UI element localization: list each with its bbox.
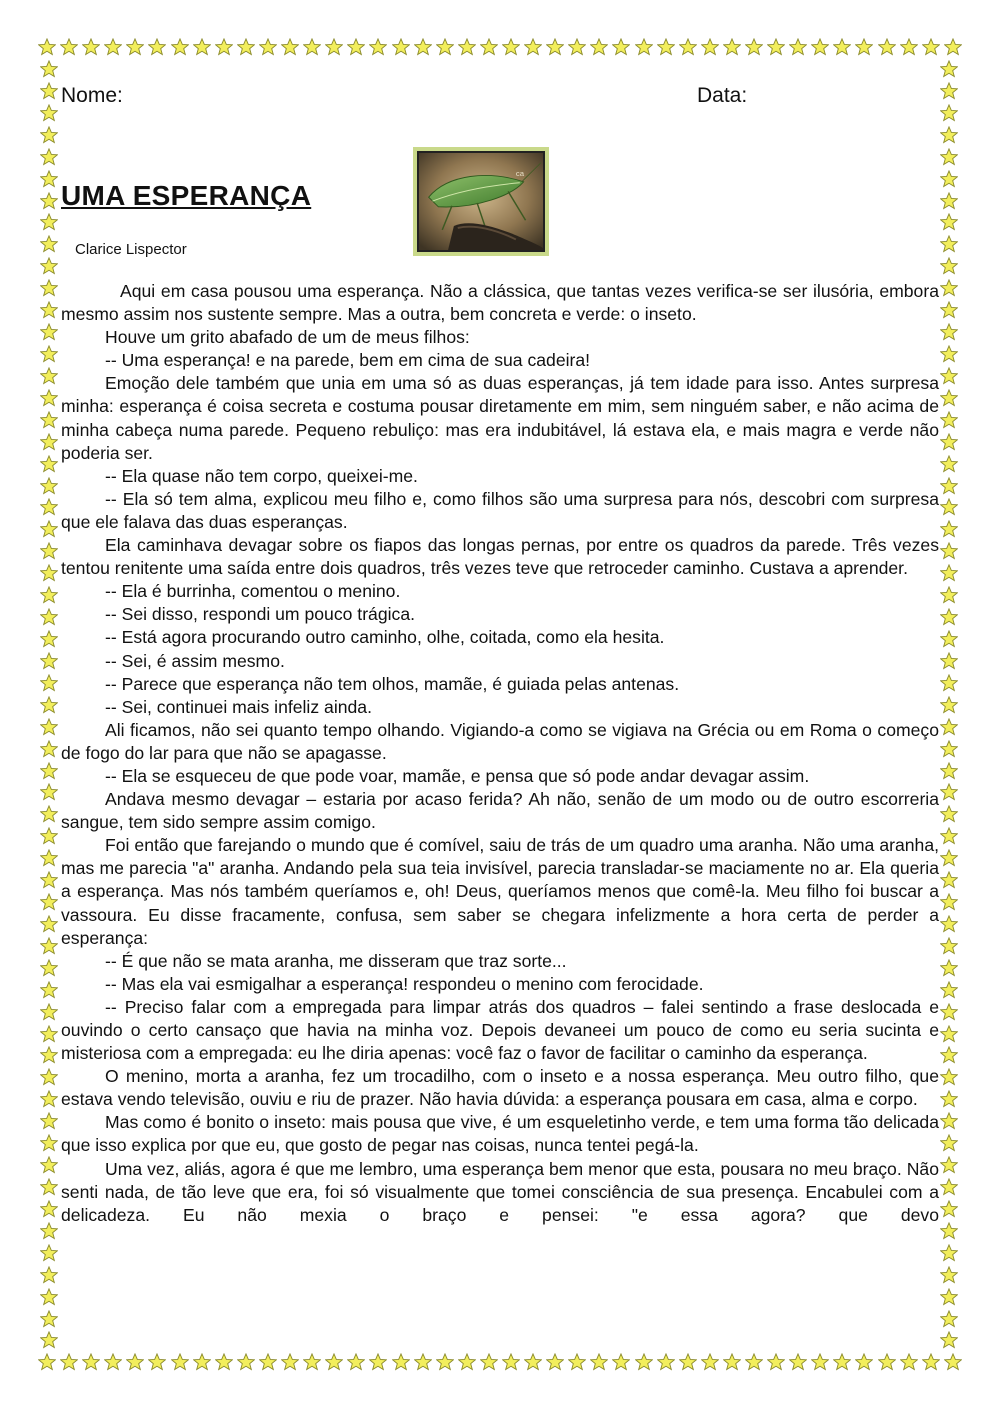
star-icon bbox=[38, 38, 56, 56]
star-icon bbox=[833, 1353, 851, 1371]
story-paragraph: Emoção dele também que unia em uma só as duas esperanças, já tem idade para isso. Antes surpresa minha: esperança é coisa secreta e costuma pousar diretamente em mim, sem ninguém saber, e não acima de minha cabeça numa parede. Pequeno rebuliço: mas era indubitável, lá estava ela, e mais magra e verde não poderia ser. bbox=[61, 373, 939, 463]
star-icon bbox=[679, 38, 697, 56]
star-icon bbox=[303, 38, 321, 56]
star-icon bbox=[940, 1266, 958, 1284]
star-icon bbox=[40, 586, 58, 604]
star-icon bbox=[436, 38, 454, 56]
star-icon bbox=[436, 1353, 454, 1371]
star-border-bottom bbox=[38, 1353, 962, 1375]
star-icon bbox=[940, 367, 958, 385]
star-icon bbox=[171, 38, 189, 56]
star-icon bbox=[590, 38, 608, 56]
star-icon bbox=[940, 915, 958, 933]
star-icon bbox=[458, 1353, 476, 1371]
star-icon bbox=[940, 827, 958, 845]
star-icon bbox=[303, 1353, 321, 1371]
story-paragraph: -- Ela só tem alma, explicou meu filho e, como filhos são uma surpresa para nós, descobri com surpresa que ele falava das duas esperanças. bbox=[61, 488, 939, 532]
star-icon bbox=[40, 849, 58, 867]
star-icon bbox=[546, 38, 564, 56]
star-icon bbox=[40, 148, 58, 166]
story-paragraph: Houve um grito abafado de um de meus filhos: bbox=[105, 327, 470, 348]
story-paragraph: Aqui em casa pousou uma esperança. Não a clássica, que tantas vezes verifica-se ser ilusória, embora mesmo assim nos sustente sempre. Mas a outra, bem concreta e verde: o inseto. bbox=[61, 281, 939, 325]
star-icon bbox=[811, 38, 829, 56]
star-icon bbox=[940, 455, 958, 473]
star-icon bbox=[171, 1353, 189, 1371]
star-icon bbox=[940, 1244, 958, 1262]
author-name: Clarice Lispector bbox=[75, 241, 187, 258]
story-paragraph: -- Parece que esperança não tem olhos, mamãe, é guiada pelas antenas. bbox=[105, 673, 680, 694]
star-icon bbox=[369, 38, 387, 56]
story-paragraph: Andava mesmo devagar – estaria por acaso ferida? Ah não, senão de um modo ou de outro escorreria sangue, tem sido sempre assim comigo. bbox=[61, 789, 939, 833]
star-icon bbox=[940, 1200, 958, 1218]
star-icon bbox=[940, 498, 958, 516]
star-icon bbox=[40, 1178, 58, 1196]
star-icon bbox=[940, 1025, 958, 1043]
story-paragraph: Mas como é bonito o inseto: mais pousa que vive, é um esqueletinho verde, e tem uma forma tão delicada que isso explica por que eu, que gosto de pegar nas coisas, nunca tentei pegá-la. bbox=[61, 1112, 939, 1156]
star-icon bbox=[215, 38, 233, 56]
star-icon bbox=[940, 1003, 958, 1021]
star-icon bbox=[940, 257, 958, 275]
star-border-right bbox=[940, 60, 962, 1350]
star-icon bbox=[40, 1090, 58, 1108]
star-icon bbox=[40, 871, 58, 889]
star-icon bbox=[502, 38, 520, 56]
star-icon bbox=[60, 38, 78, 56]
star-icon bbox=[940, 301, 958, 319]
photo-watermark: ca bbox=[515, 169, 525, 179]
star-icon bbox=[40, 126, 58, 144]
story-paragraph: Uma vez, aliás, agora é que me lembro, uma esperança bem menor que esta, pousara no meu braço. Não senti nada, de tão leve que era, foi só visualmente que tomei consciência de sua presença. Encabulei com a delicadeza. Eu não mexia o braço e pensei: "e essa agora? que devo bbox=[61, 1158, 939, 1225]
star-icon bbox=[392, 1353, 410, 1371]
star-icon bbox=[40, 915, 58, 933]
star-icon bbox=[833, 38, 851, 56]
star-icon bbox=[40, 455, 58, 473]
star-icon bbox=[940, 674, 958, 692]
star-icon bbox=[40, 323, 58, 341]
star-icon bbox=[40, 213, 58, 231]
star-icon bbox=[940, 805, 958, 823]
star-icon bbox=[940, 345, 958, 363]
star-icon bbox=[40, 1310, 58, 1328]
star-icon bbox=[789, 1353, 807, 1371]
star-icon bbox=[940, 477, 958, 495]
star-icon bbox=[940, 1288, 958, 1306]
star-icon bbox=[82, 38, 100, 56]
star-icon bbox=[940, 564, 958, 582]
star-icon bbox=[940, 871, 958, 889]
star-icon bbox=[940, 1331, 958, 1349]
star-icon bbox=[40, 1068, 58, 1086]
star-icon bbox=[40, 1046, 58, 1064]
story-paragraph: -- Ela se esqueceu de que pode voar, mamãe, e pensa que só pode andar devagar assim. bbox=[105, 765, 810, 786]
star-icon bbox=[40, 805, 58, 823]
star-icon bbox=[325, 1353, 343, 1371]
star-border-left bbox=[40, 60, 62, 1350]
star-icon bbox=[40, 1244, 58, 1262]
star-icon bbox=[414, 38, 432, 56]
star-icon bbox=[940, 1310, 958, 1328]
star-icon bbox=[940, 608, 958, 626]
star-icon bbox=[40, 279, 58, 297]
star-icon bbox=[281, 1353, 299, 1371]
star-icon bbox=[40, 235, 58, 253]
star-icon bbox=[104, 38, 122, 56]
story-paragraph: -- Ela quase não tem corpo, queixei-me. bbox=[105, 465, 418, 486]
star-icon bbox=[900, 38, 918, 56]
star-icon bbox=[811, 1353, 829, 1371]
star-icon bbox=[940, 1068, 958, 1086]
story-title: UMA ESPERANÇA bbox=[61, 180, 312, 211]
star-icon bbox=[126, 1353, 144, 1371]
star-icon bbox=[40, 301, 58, 319]
star-icon bbox=[40, 762, 58, 780]
star-icon bbox=[40, 477, 58, 495]
star-icon bbox=[502, 1353, 520, 1371]
star-icon bbox=[126, 38, 144, 56]
star-icon bbox=[568, 1353, 586, 1371]
star-icon bbox=[940, 148, 958, 166]
star-icon bbox=[940, 740, 958, 758]
star-icon bbox=[40, 1003, 58, 1021]
star-icon bbox=[40, 498, 58, 516]
star-icon bbox=[940, 170, 958, 188]
story-paragraph: -- Sei, é assim mesmo. bbox=[105, 650, 285, 671]
star-icon bbox=[940, 192, 958, 210]
story-paragraph: -- Está agora procurando outro caminho, olhe, coitada, como ela hesita. bbox=[105, 627, 665, 648]
star-icon bbox=[940, 630, 958, 648]
star-icon bbox=[940, 783, 958, 801]
star-icon bbox=[60, 1353, 78, 1371]
star-icon bbox=[40, 827, 58, 845]
star-icon bbox=[940, 937, 958, 955]
star-icon bbox=[940, 586, 958, 604]
star-icon bbox=[767, 1353, 785, 1371]
star-icon bbox=[940, 1112, 958, 1130]
star-icon bbox=[900, 1353, 918, 1371]
star-icon bbox=[40, 1288, 58, 1306]
star-icon bbox=[940, 213, 958, 231]
star-icon bbox=[855, 1353, 873, 1371]
star-icon bbox=[940, 235, 958, 253]
star-icon bbox=[940, 696, 958, 714]
star-icon bbox=[940, 1222, 958, 1240]
star-icon bbox=[940, 652, 958, 670]
star-icon bbox=[40, 1025, 58, 1043]
star-border-top bbox=[38, 38, 962, 60]
date-label: Data: bbox=[697, 84, 748, 107]
star-icon bbox=[940, 389, 958, 407]
star-icon bbox=[40, 60, 58, 78]
star-icon bbox=[40, 564, 58, 582]
star-icon bbox=[40, 345, 58, 363]
star-icon bbox=[40, 1156, 58, 1174]
star-icon bbox=[40, 981, 58, 999]
story-paragraph: -- Sei disso, respondi um pouco trágica. bbox=[105, 604, 415, 625]
story-paragraph: -- Sei, continuei mais infeliz ainda. bbox=[105, 696, 372, 717]
star-icon bbox=[40, 652, 58, 670]
star-icon bbox=[148, 1353, 166, 1371]
star-icon bbox=[940, 1156, 958, 1174]
star-icon bbox=[40, 1112, 58, 1130]
star-icon bbox=[40, 674, 58, 692]
star-icon bbox=[40, 1266, 58, 1284]
star-icon bbox=[40, 1134, 58, 1152]
star-icon bbox=[940, 718, 958, 736]
star-icon bbox=[940, 762, 958, 780]
star-icon bbox=[40, 608, 58, 626]
star-icon bbox=[40, 82, 58, 100]
star-icon bbox=[745, 1353, 763, 1371]
star-icon bbox=[40, 740, 58, 758]
star-icon bbox=[940, 279, 958, 297]
story-paragraph: -- Ela é burrinha, comentou o menino. bbox=[105, 581, 401, 602]
star-icon bbox=[40, 104, 58, 122]
star-icon bbox=[940, 520, 958, 538]
star-icon bbox=[944, 1353, 962, 1371]
star-icon bbox=[40, 937, 58, 955]
star-icon bbox=[281, 38, 299, 56]
star-icon bbox=[878, 38, 896, 56]
star-icon bbox=[193, 38, 211, 56]
star-icon bbox=[679, 1353, 697, 1371]
star-icon bbox=[40, 170, 58, 188]
star-icon bbox=[944, 38, 962, 56]
star-icon bbox=[524, 1353, 542, 1371]
star-icon bbox=[723, 1353, 741, 1371]
star-icon bbox=[940, 60, 958, 78]
star-icon bbox=[40, 1331, 58, 1349]
star-icon bbox=[40, 696, 58, 714]
star-icon bbox=[40, 718, 58, 736]
star-icon bbox=[458, 38, 476, 56]
star-icon bbox=[40, 367, 58, 385]
star-icon bbox=[657, 38, 675, 56]
star-icon bbox=[940, 981, 958, 999]
star-icon bbox=[940, 104, 958, 122]
star-icon bbox=[40, 257, 58, 275]
star-icon bbox=[480, 38, 498, 56]
star-icon bbox=[40, 959, 58, 977]
star-icon bbox=[940, 411, 958, 429]
star-icon bbox=[940, 1090, 958, 1108]
star-icon bbox=[940, 82, 958, 100]
star-icon bbox=[590, 1353, 608, 1371]
star-icon bbox=[40, 389, 58, 407]
star-icon bbox=[215, 1353, 233, 1371]
star-icon bbox=[657, 1353, 675, 1371]
star-icon bbox=[325, 38, 343, 56]
star-icon bbox=[612, 38, 630, 56]
story-paragraph: Foi então que farejando o mundo que é comível, saiu de trás de um quadro uma aranha. Não uma aranha, mas me parecia "a" aranha. Andando pela sua teia invisível, parecia transladar-se maciamente no ar. Ela queria a esperança. Mas nós também queríamos e, oh! Deus, queríamos menos que comê-la. Meu filho foi buscar a vassoura. Eu disse fracamente, confusa, sem saber se chegara infelizmente a hora certa de perder a esperança: bbox=[61, 835, 939, 948]
star-icon bbox=[392, 38, 410, 56]
star-icon bbox=[745, 38, 763, 56]
star-icon bbox=[237, 1353, 255, 1371]
star-icon bbox=[940, 542, 958, 560]
star-icon bbox=[259, 38, 277, 56]
story-paragraph: -- Uma esperança! e na parede, bem em cima de sua cadeira! bbox=[105, 350, 591, 371]
story-paragraph: -- É que não se mata aranha, me disseram que traz sorte... bbox=[105, 950, 567, 971]
star-icon bbox=[40, 1200, 58, 1218]
star-icon bbox=[40, 630, 58, 648]
star-icon bbox=[414, 1353, 432, 1371]
star-icon bbox=[38, 1353, 56, 1371]
star-icon bbox=[40, 893, 58, 911]
star-icon bbox=[701, 1353, 719, 1371]
story-paragraph: -- Preciso falar com a empregada para limpar atrás dos quadros – falei sentindo a frase deslocada e ouvindo o certo cansaço que havia na minha voz. Depois devaneei um pouco de como eu seria sucinta e misteriosa com a empregada: eu lhe diria apenas: você faz o favor de facilitar o caminho da esperança. bbox=[61, 996, 939, 1064]
star-icon bbox=[40, 1222, 58, 1240]
star-icon bbox=[922, 38, 940, 56]
star-icon bbox=[193, 1353, 211, 1371]
star-icon bbox=[347, 1353, 365, 1371]
star-icon bbox=[701, 38, 719, 56]
star-icon bbox=[767, 38, 785, 56]
story-paragraph: Ela caminhava devagar sobre os fiapos das longas pernas, por entre os quadros da parede. Três vezes tentou renitente uma saída entre dois quadros, três vezes teve que retroceder caminho. Custava a aprender. bbox=[61, 535, 939, 579]
star-icon bbox=[723, 38, 741, 56]
story-paragraph: O menino, morta a aranha, fez um trocadilho, com o inseto e a nossa esperança. Meu outro filho, que estava vendo televisão, ouviu e riu de prazer. Não havia dúvida: a esperança pousara em casa, alma e corpo. bbox=[61, 1066, 939, 1110]
star-icon bbox=[940, 959, 958, 977]
star-icon bbox=[940, 893, 958, 911]
star-icon bbox=[635, 1353, 653, 1371]
star-icon bbox=[940, 126, 958, 144]
star-icon bbox=[940, 323, 958, 341]
star-icon bbox=[635, 38, 653, 56]
star-icon bbox=[40, 192, 58, 210]
star-icon bbox=[940, 1134, 958, 1152]
star-icon bbox=[259, 1353, 277, 1371]
star-icon bbox=[40, 433, 58, 451]
story-paragraph: -- Mas ela vai esmigalhar a esperança! respondeu o menino com ferocidade. bbox=[105, 973, 704, 994]
star-icon bbox=[480, 1353, 498, 1371]
star-icon bbox=[82, 1353, 100, 1371]
star-icon bbox=[940, 849, 958, 867]
star-icon bbox=[40, 520, 58, 538]
katydid-insect-photo bbox=[413, 147, 549, 256]
star-icon bbox=[789, 38, 807, 56]
name-label: Nome: bbox=[61, 84, 123, 107]
star-icon bbox=[568, 38, 586, 56]
star-icon bbox=[148, 38, 166, 56]
star-icon bbox=[612, 1353, 630, 1371]
star-icon bbox=[369, 1353, 387, 1371]
star-icon bbox=[940, 1178, 958, 1196]
star-icon bbox=[40, 783, 58, 801]
star-icon bbox=[546, 1353, 564, 1371]
star-icon bbox=[40, 542, 58, 560]
star-icon bbox=[104, 1353, 122, 1371]
story-paragraph: Ali ficamos, não sei quanto tempo olhando. Vigiando-a como se vigiava na Grécia ou em Roma o começo de fogo do lar para que não se apagasse. bbox=[61, 719, 939, 763]
star-icon bbox=[524, 38, 542, 56]
star-icon bbox=[940, 433, 958, 451]
star-icon bbox=[940, 1046, 958, 1064]
star-icon bbox=[40, 411, 58, 429]
star-icon bbox=[237, 38, 255, 56]
star-icon bbox=[878, 1353, 896, 1371]
star-icon bbox=[347, 38, 365, 56]
star-icon bbox=[922, 1353, 940, 1371]
story-text bbox=[61, 280, 939, 1227]
star-icon bbox=[855, 38, 873, 56]
